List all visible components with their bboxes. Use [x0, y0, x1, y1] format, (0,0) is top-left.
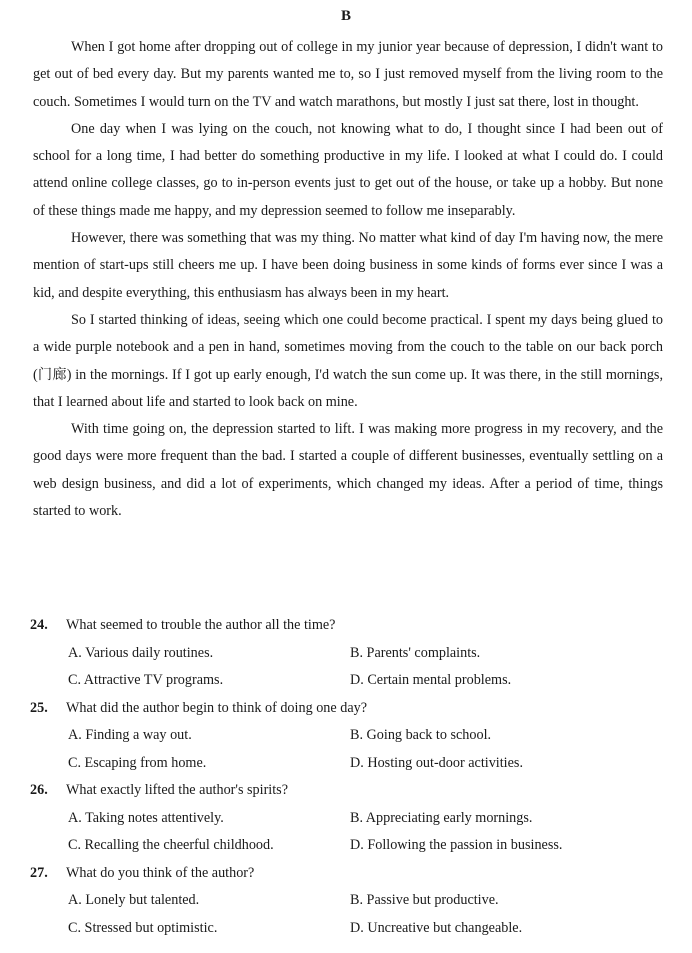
passage-paragraph-4: So I started thinking of ideas, seeing which one could become practical. I spent my days being glued to a wide purple notebook and a pen in hand, sometimes moving from the couch to the table on our back porch (门廊) in the mornings. If I got up early enough, I'd watch the sun come up. It was there, in the still mornings, that I learned about life and started to look back on mine. — [33, 311, 663, 410]
option-row — [30, 832, 670, 860]
question-text: What exactly lifted the author's spirits? — [66, 782, 288, 798]
option-row — [30, 915, 670, 943]
option-row — [30, 750, 670, 778]
option-d[interactable]: D. Hosting out-door activities. — [350, 754, 523, 771]
option-a[interactable]: A. Lonely but talented. — [68, 892, 200, 908]
question-stem — [30, 695, 670, 723]
option-b[interactable]: B. Parents' complaints. — [350, 644, 481, 661]
option-a[interactable]: A. Taking notes attentively. — [68, 809, 224, 826]
option-a[interactable]: A. Finding a way out. — [68, 727, 192, 743]
question-number: 26. — [30, 782, 48, 798]
option-row — [30, 640, 670, 668]
option-d[interactable]: D. Certain mental problems. — [350, 672, 512, 688]
option-row — [30, 805, 670, 833]
option-c[interactable]: C. Recalling the cheerful childhood. — [68, 837, 274, 853]
option-a[interactable]: A. Various daily routines. — [68, 644, 214, 661]
option-c[interactable]: C. Escaping from home. — [68, 754, 207, 771]
question-text: What seemed to trouble the author all the time? — [66, 617, 336, 633]
option-c[interactable]: C. Stressed but optimistic. — [68, 919, 218, 936]
passage-paragraph-5: With time going on, the depression started to lift. I was making more progress in my recovery, and the good days were more frequent than the bad. I started a couple of different businesses, eventually settling on a web design business, and did a lot of experiments, which changed my ideas. After a period of time, things started to work. — [33, 421, 663, 520]
option-row — [30, 887, 670, 915]
option-b[interactable]: B. Going back to school. — [350, 727, 492, 743]
section-label: B — [340, 8, 351, 24]
question-number: 25. — [30, 699, 48, 716]
option-b[interactable]: B. Passive but productive. — [350, 892, 499, 908]
question-stem — [30, 860, 670, 888]
option-d[interactable]: D. Following the passion in business. — [350, 837, 563, 853]
option-row — [30, 722, 670, 750]
question-number: 24. — [30, 617, 48, 633]
question-text: What do you think of the author? — [66, 864, 255, 881]
option-b[interactable]: B. Appreciating early mornings. — [350, 809, 533, 826]
option-d[interactable]: D. Uncreative but changeable. — [350, 919, 523, 936]
passage-paragraph-1: When I got home after dropping out of college in my junior year because of depression, I didn't want to get out of bed every day. But my parents wanted me to, so I just removed myself from the living room to the couch. Sometimes I would turn on the TV and watch marathons, but mostly I just sat there, lost in thought. — [33, 39, 663, 110]
reading-passage — [33, 34, 663, 525]
question-24 — [30, 612, 670, 695]
question-25 — [30, 695, 670, 778]
question-list — [30, 612, 670, 942]
question-stem — [30, 612, 670, 640]
option-c[interactable]: C. Attractive TV programs. — [68, 672, 224, 688]
option-row — [30, 667, 670, 695]
question-text: What did the author begin to think of doing one day? — [66, 699, 368, 716]
question-stem — [30, 777, 670, 805]
passage-paragraph-2: One day when I was lying on the couch, not knowing what to do, I thought since I had been out of school for a long time, I had better do something productive in my life. I looked at what I could do. I could attend online college classes, go to in-person events just to get out of the house, or take up a hobby. But none of these things made me happy, and my depression seemed to follow me inseparably. — [33, 120, 663, 219]
question-number: 27. — [30, 864, 48, 881]
question-27 — [30, 860, 670, 943]
passage-paragraph-3: However, there was something that was my thing. No matter what kind of day I'm having now, the mere mention of start-ups still cheers me up. I have been doing business in some kinds of forms ever since I was a kid, and despite everything, this enthusiasm has always been in my heart. — [33, 230, 663, 301]
question-26 — [30, 777, 670, 860]
